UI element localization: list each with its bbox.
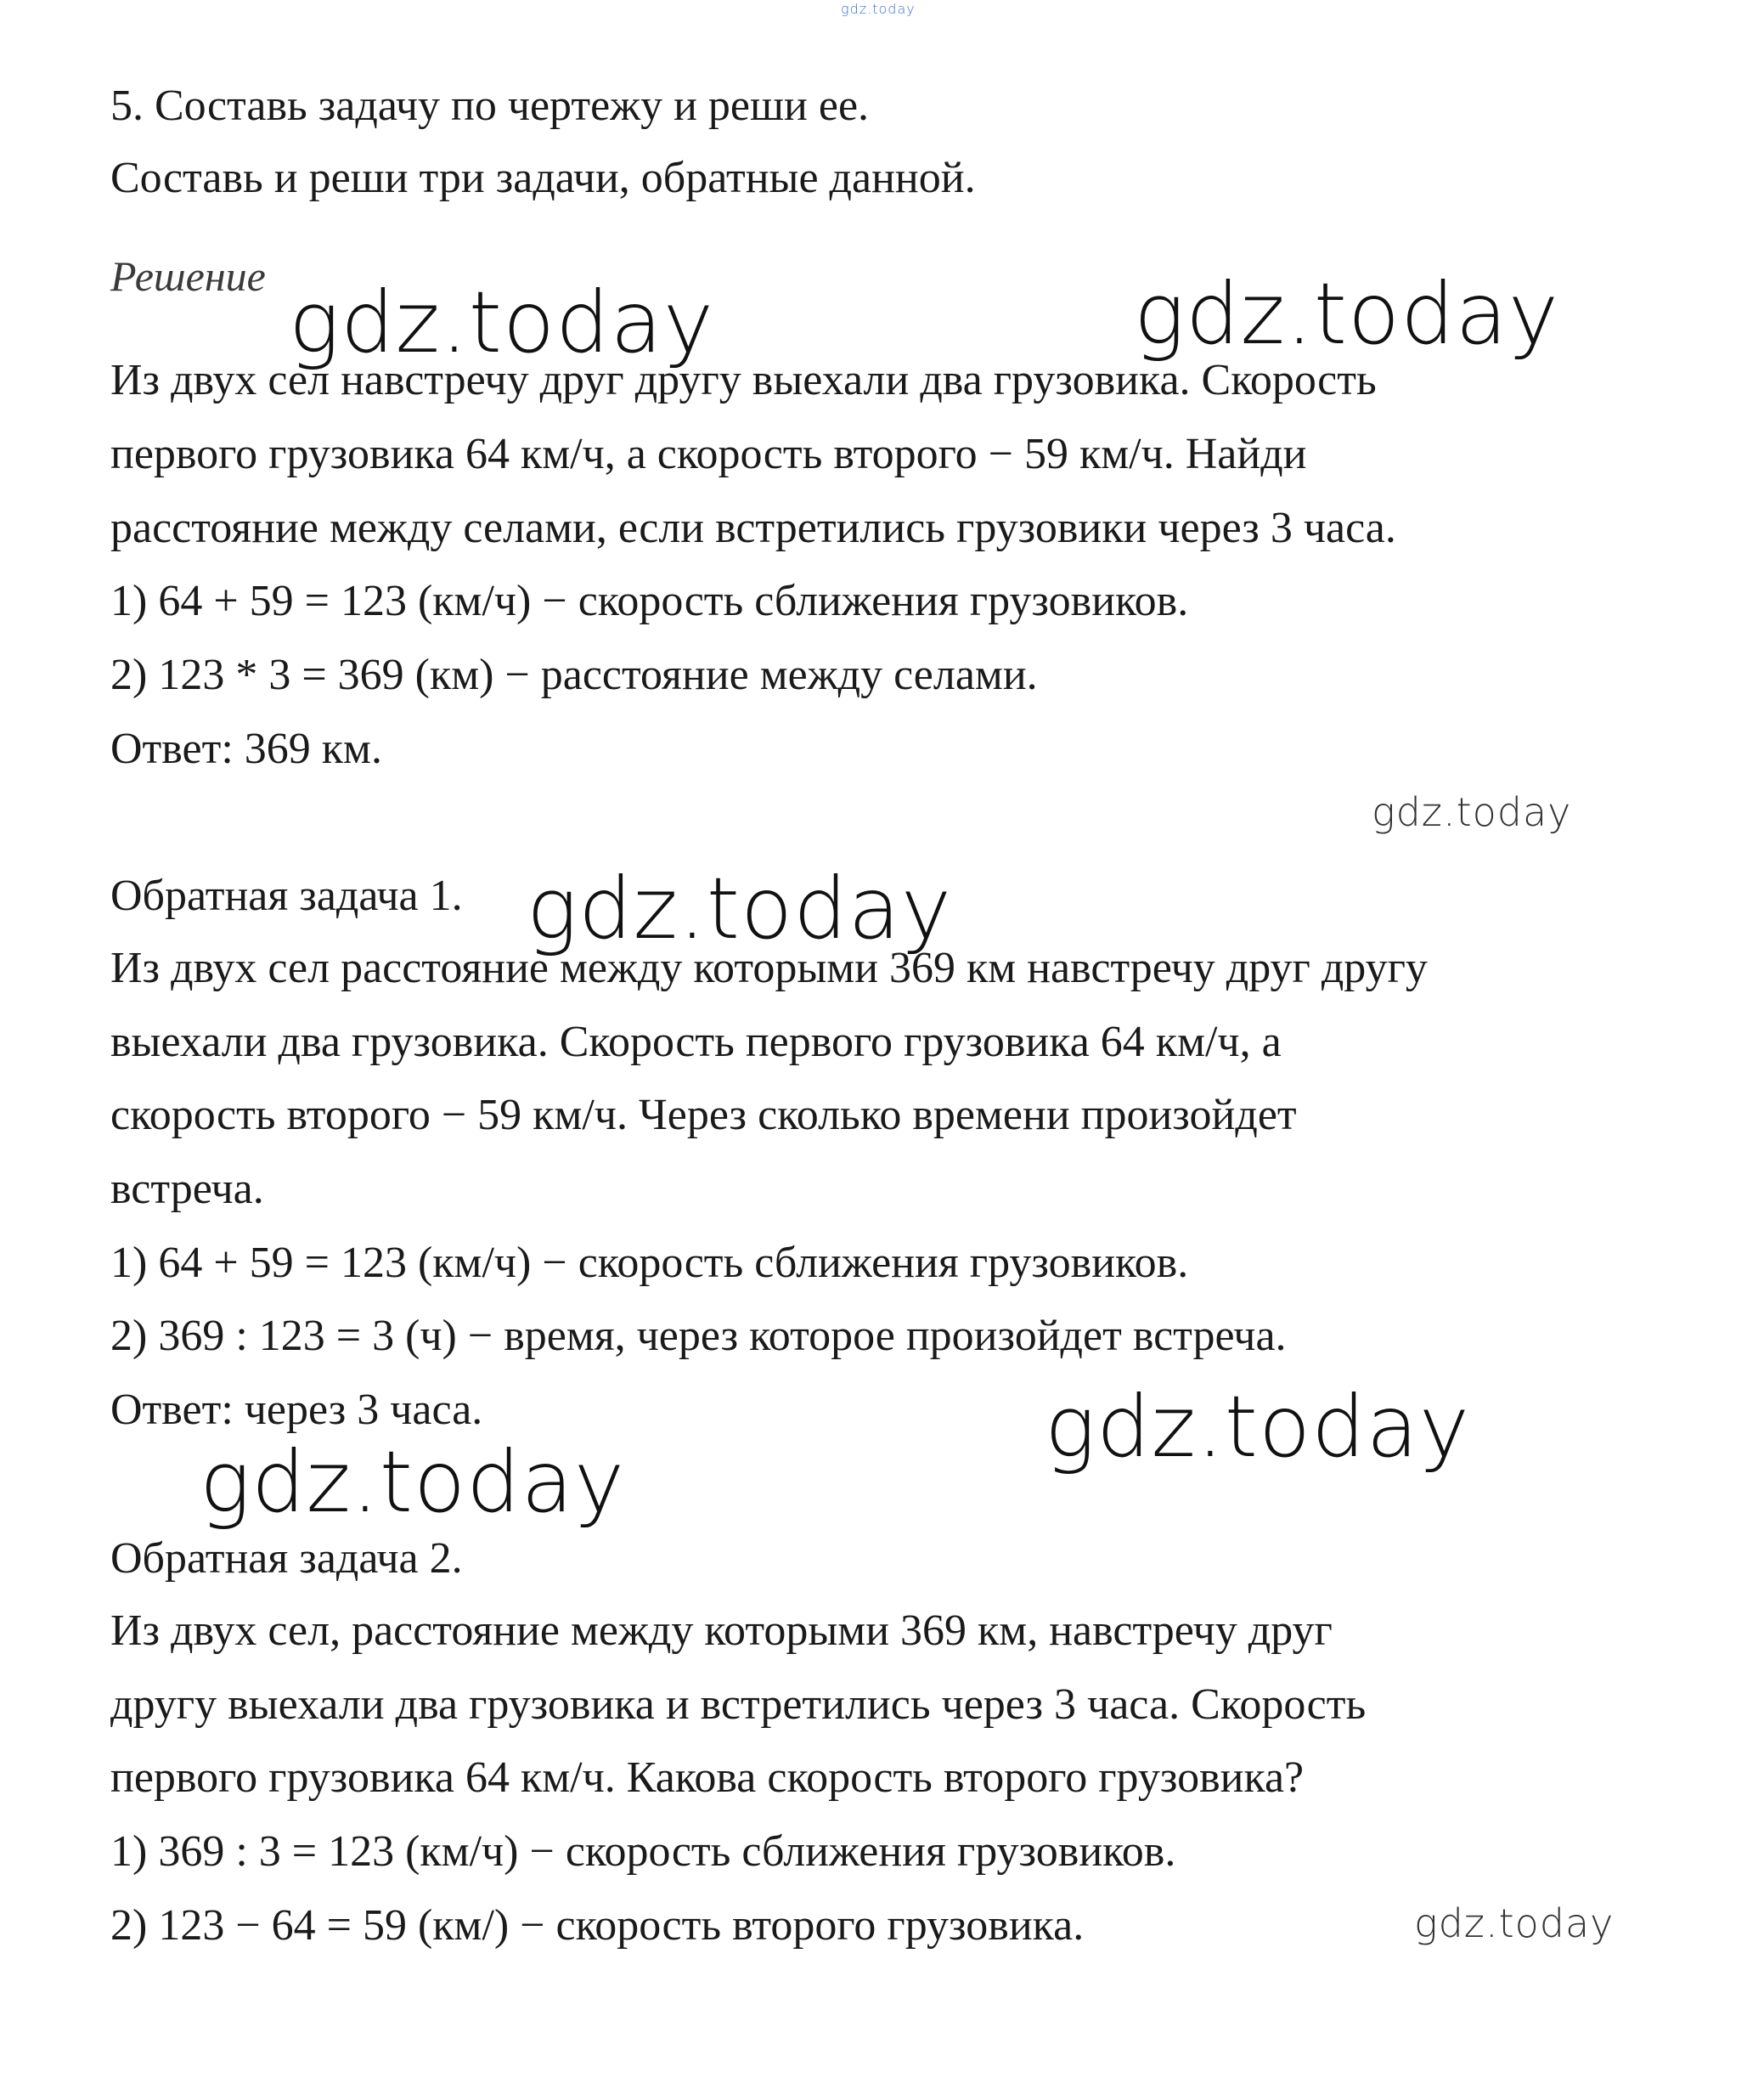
inverse2-problem-line: другу выехали два грузовика и встретились через 3 часа. Скорость (110, 1680, 1367, 1729)
watermark: gdz.today (1372, 789, 1572, 835)
solution-step: 2) 123 * 3 = 369 (км) − расстояние между селами. (110, 651, 1038, 699)
watermark: gdz.today (527, 859, 953, 958)
inverse1-answer: Ответ: через 3 часа. (110, 1386, 483, 1434)
watermark-top: gdz.today (841, 1, 916, 17)
inverse1-step: 2) 369 : 123 = 3 (ч) − время, через которое произойдет встреча. (110, 1312, 1287, 1360)
watermark: gdz.today (1414, 1900, 1615, 1946)
watermark: gdz.today (200, 1432, 626, 1532)
inverse1-problem-line: выехали два грузовика. Скорость первого грузовика 64 км/ч, а (110, 1018, 1282, 1066)
task-heading: 5. Составь задачу по чертежу и реши ее. (110, 82, 870, 130)
inverse1-problem-line: Из двух сел расстояние между которыми 369 км навстречу друг другу (110, 944, 1428, 992)
solution-problem-line: первого грузовика 64 км/ч, а скорость второго − 59 км/ч. Найди (110, 430, 1307, 478)
watermark: gdz.today (1045, 1377, 1471, 1476)
solution-answer: Ответ: 369 км. (110, 725, 382, 773)
inverse1-step: 1) 64 + 59 = 123 (км/ч) − скорость сближения грузовиков. (110, 1239, 1189, 1287)
inverse1-problem-line: скорость второго − 59 км/ч. Через сколько времени произойдет (110, 1091, 1297, 1139)
solution-step: 1) 64 + 59 = 123 (км/ч) − скорость сближения грузовиков. (110, 577, 1189, 625)
solution-problem-line: расстояние между селами, если встретились грузовики через 3 часа. (110, 504, 1396, 552)
inverse2-problem-line: Из двух сел, расстояние между которыми 369 км, навстречу друг (110, 1606, 1333, 1655)
inverse2-step: 2) 123 − 64 = 59 (км/) − скорость второго грузовика. (110, 1901, 1085, 1950)
inverse2-title: Обратная задача 2. (110, 1534, 463, 1583)
solution-problem-line: Из двух сел навстречу друг другу выехали два грузовика. Скорость (110, 356, 1377, 404)
inverse1-problem-line: встреча. (110, 1165, 264, 1213)
watermark: gdz.today (1134, 264, 1560, 364)
solution-label: Решение (110, 252, 266, 300)
task-instruction: Составь и реши три задачи, обратные данной. (110, 154, 976, 202)
watermark: gdz.today (289, 273, 715, 372)
inverse2-step: 1) 369 : 3 = 123 (км/ч) − скорость сближения грузовиков. (110, 1827, 1176, 1876)
inverse1-title: Обратная задача 1. (110, 872, 463, 920)
inverse2-problem-line: первого грузовика 64 км/ч. Какова скорость второго грузовика? (110, 1753, 1305, 1802)
